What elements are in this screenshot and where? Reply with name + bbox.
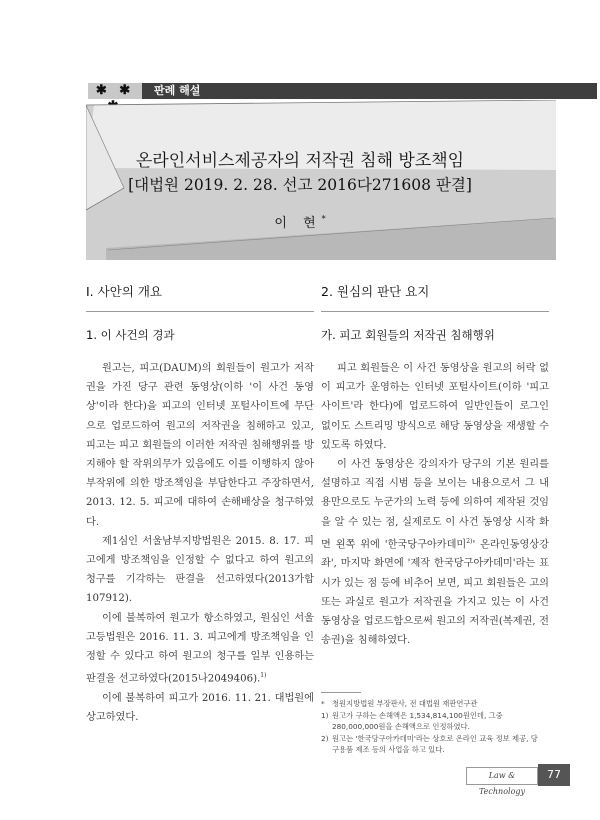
body-text	[86, 359, 314, 727]
article-title: 온라인서비스제공자의 저작권 침해 방조책임	[135, 151, 465, 171]
paragraph: 이 사건 동영상은 강의자가 당구의 기본 원리를 설명하고 직접 시범 등을 보이는 내용으로서 그 내용만으로도 누군가의 노력 등에 의하여 제작된 것임을 알 수 있는 점, 실제로도 이 사건 동영상 시작 화면 왼쪽 위에 '한국당구아카데미$^{2)}$' 온라인동영상강좌', 마지막 화면에 '제작 한국당구아카데미'라는 표시가 있는 점 등에 비추어 보면, 피고 회원들은 고의 또는 과실로 원고가 저작권을 가지고 있는 이 사건 동영상을 업로드함으로써 원고의 저작권(복제권, 전송권)을 침해하였다.	[321, 459, 549, 647]
section-heading: 2. 원심의 판단 요지	[321, 284, 430, 299]
author-footnote-mark: *	[321, 214, 326, 224]
section-divider	[321, 311, 549, 312]
section-divider	[86, 311, 314, 312]
subsection-heading: 가. 피고 회원들의 저작권 침해행위	[321, 328, 495, 342]
header-band	[142, 83, 597, 99]
paragraph: 제1심인 서울남부지방법원은 2015. 8. 17. 피고에게 방조책임을 인정할 수 없다고 하여 원고의 청구를 기각하는 판결을 선고하였다(2013가합107912).	[86, 535, 314, 605]
page-number: 77	[538, 764, 570, 786]
paragraph: 이에 불복하여 피고가 2016. 11. 21. 대법원에 상고하였다.	[86, 692, 314, 724]
footnote-ref: 2)	[466, 537, 473, 545]
category-label: 판례 해설	[154, 84, 201, 97]
footnote-divider	[321, 692, 361, 693]
article-subtitle: [대법원 2019. 2. 28. 선고 2016다271608 판결]	[128, 176, 472, 194]
footnote: 2) 원고는 '한국당구아카데미'라는 상호로 온라인 교육 정보 제공, 당구용품 제조 등의 사업을 하고 있다.	[321, 733, 538, 755]
paragraph: 이에 불복하여 원고가 항소하였고, 원심인 서울고등법원은 2016. 11. 3. 피고에게 방조책임을 인정할 수 있다고 하여 원고의 청구를 일부 인용하는 판결을 선고하였다(2015나2049406).$^{1)}$	[86, 612, 314, 685]
left-column	[86, 283, 314, 724]
right-column	[321, 283, 549, 647]
section-heading: I. 사안의 개요	[86, 284, 162, 299]
decorative-stars: ✱ ✱	[88, 83, 142, 99]
body-text	[321, 359, 549, 650]
footnotes	[321, 698, 543, 756]
paragraph: 피고 회원들은 이 사건 동영상을 원고의 허락 없이 피고가 운영하는 인터넷 포털사이트(이하 '피고 사이트'라 한다)에 업로드하여 일반인들이 로그인 없이도 스트리밍 방식으로 해당 동영상을 재생할 수 있도록 하였다.	[321, 363, 549, 451]
subsection-heading: 1. 이 사건의 경과	[86, 328, 175, 342]
footnote: * 청원지방법원 부장판사, 전 대법원 재판연구관	[321, 699, 478, 708]
author-name: 이 현*	[274, 214, 326, 231]
footnote-ref: 1)	[260, 672, 267, 680]
journal-name: Law & Technology	[466, 767, 538, 785]
paragraph: 원고는, 피고(DAUM)의 회원들이 원고가 저작권을 가진 당구 관련 동영상(이하 '이 사건 동영상'이라 한다)을 피고의 인터넷 포털사이트에 무단으로 업로드하여 원고의 저작권을 침해하고 있고, 피고는 피고 회원들의 이러한 저작권 침해행위를 방지해야 할 작위의무가 있음에도 이를 이행하지 않아 부작위에 의한 방조책임을 부담한다고 주장하면서, 2013. 12. 5. 피고에 대하여 손해배상을 청구하였다.	[86, 363, 314, 528]
footnote: 1) 원고가 구하는 손해액은 1,534,814,100원인데, 그중 280,000,000원을 손해액으로 인정하였다.	[321, 710, 503, 732]
